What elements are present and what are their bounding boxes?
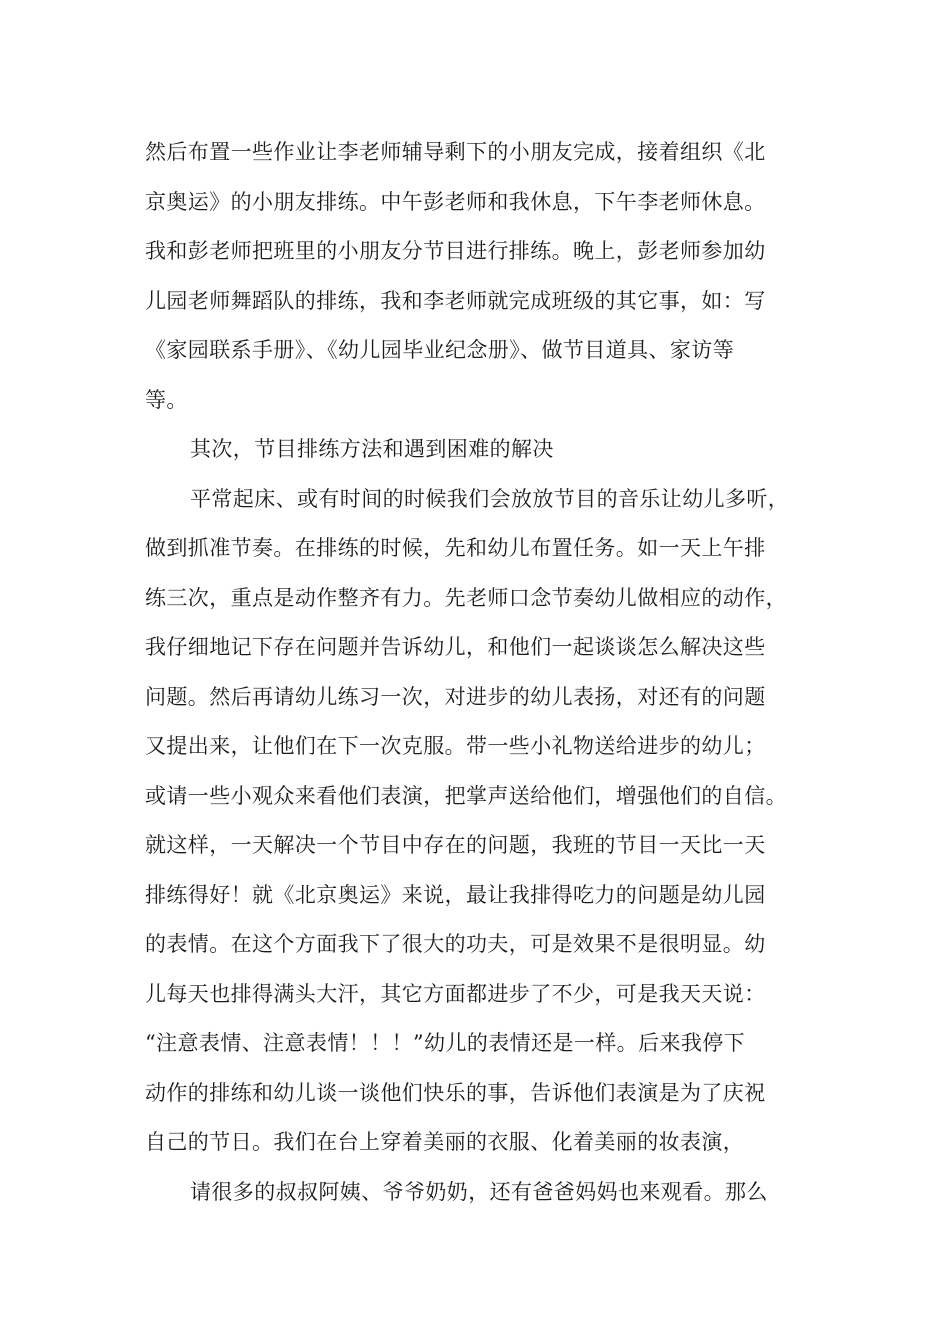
text-line: 排练得好！就《北京奥运》来说，最让我排得吃力的问题是幼儿园 [145,882,766,907]
text-line: 儿园老师舞蹈队的排练，我和李老师就完成班级的其它事，如：写 [145,288,766,313]
text-line: 等。 [145,387,188,412]
text-line: 问题。然后再请幼儿练习一次，对进步的幼儿表扬，对还有的问题 [145,684,766,709]
section-heading: 其次，节目排练方法和遇到困难的解决 [190,437,554,461]
text-line: 动作的排练和幼儿谈一谈他们快乐的事，告诉他们表演是为了庆祝 [145,1080,766,1105]
text-line: “注意表情、注意表情！！！”幼儿的表情还是一样。后来我停下 [145,1031,746,1055]
text-line: 做到抓准节奏。在排练的时候，先和幼儿布置任务。如一天上午排 [145,536,766,560]
text-line: 又提出来，让他们在下一次克服。带一些小礼物送给进步的幼儿； [145,734,766,758]
text-line: 的表情。在这个方面我下了很大的功夫，可是效果不是很明显。幼 [145,932,766,956]
text-line: 请很多的叔叔阿姨、爷爷奶奶，还有爸爸妈妈也来观看。那么 [190,1179,768,1204]
body-text [145,128,815,1217]
text-line: 儿每天也排得满头大汗，其它方面都进步了不少，可是我天天说： [145,981,766,1006]
text-line: 或请一些小观众来看他们表演，把掌声送给他们，增强他们的自信。 [145,783,787,808]
text-line: 平常起床、或有时间的时候我们会放放节目的音乐让幼儿多听， [190,486,790,511]
text-line: 就这样，一天解决一个节目中存在的问题，我班的节目一天比一天 [145,833,766,857]
text-line: 自己的节日。我们在台上穿着美丽的衣服、化着美丽的妆表演， [145,1130,745,1154]
text-line: 《家园联系手册》、《幼儿园毕业纪念册》、做节目道具、家访等 [145,338,735,362]
text-line: 我仔细地记下存在问题并告诉幼儿，和他们一起谈谈怎么解决这些 [145,635,766,659]
text-line: 京奥运》的小朋友排练。中午彭老师和我休息，下午李老师休息。 [145,189,766,214]
text-line: 然后布置一些作业让李老师辅导剩下的小朋友完成，接着组织《北 [145,140,766,164]
text-line: 练三次，重点是动作整齐有力。先老师口念节奏幼儿做相应的动作， [145,585,787,610]
text-line: 我和彭老师把班里的小朋友分节目进行排练。晚上，彭老师参加幼 [145,239,766,263]
